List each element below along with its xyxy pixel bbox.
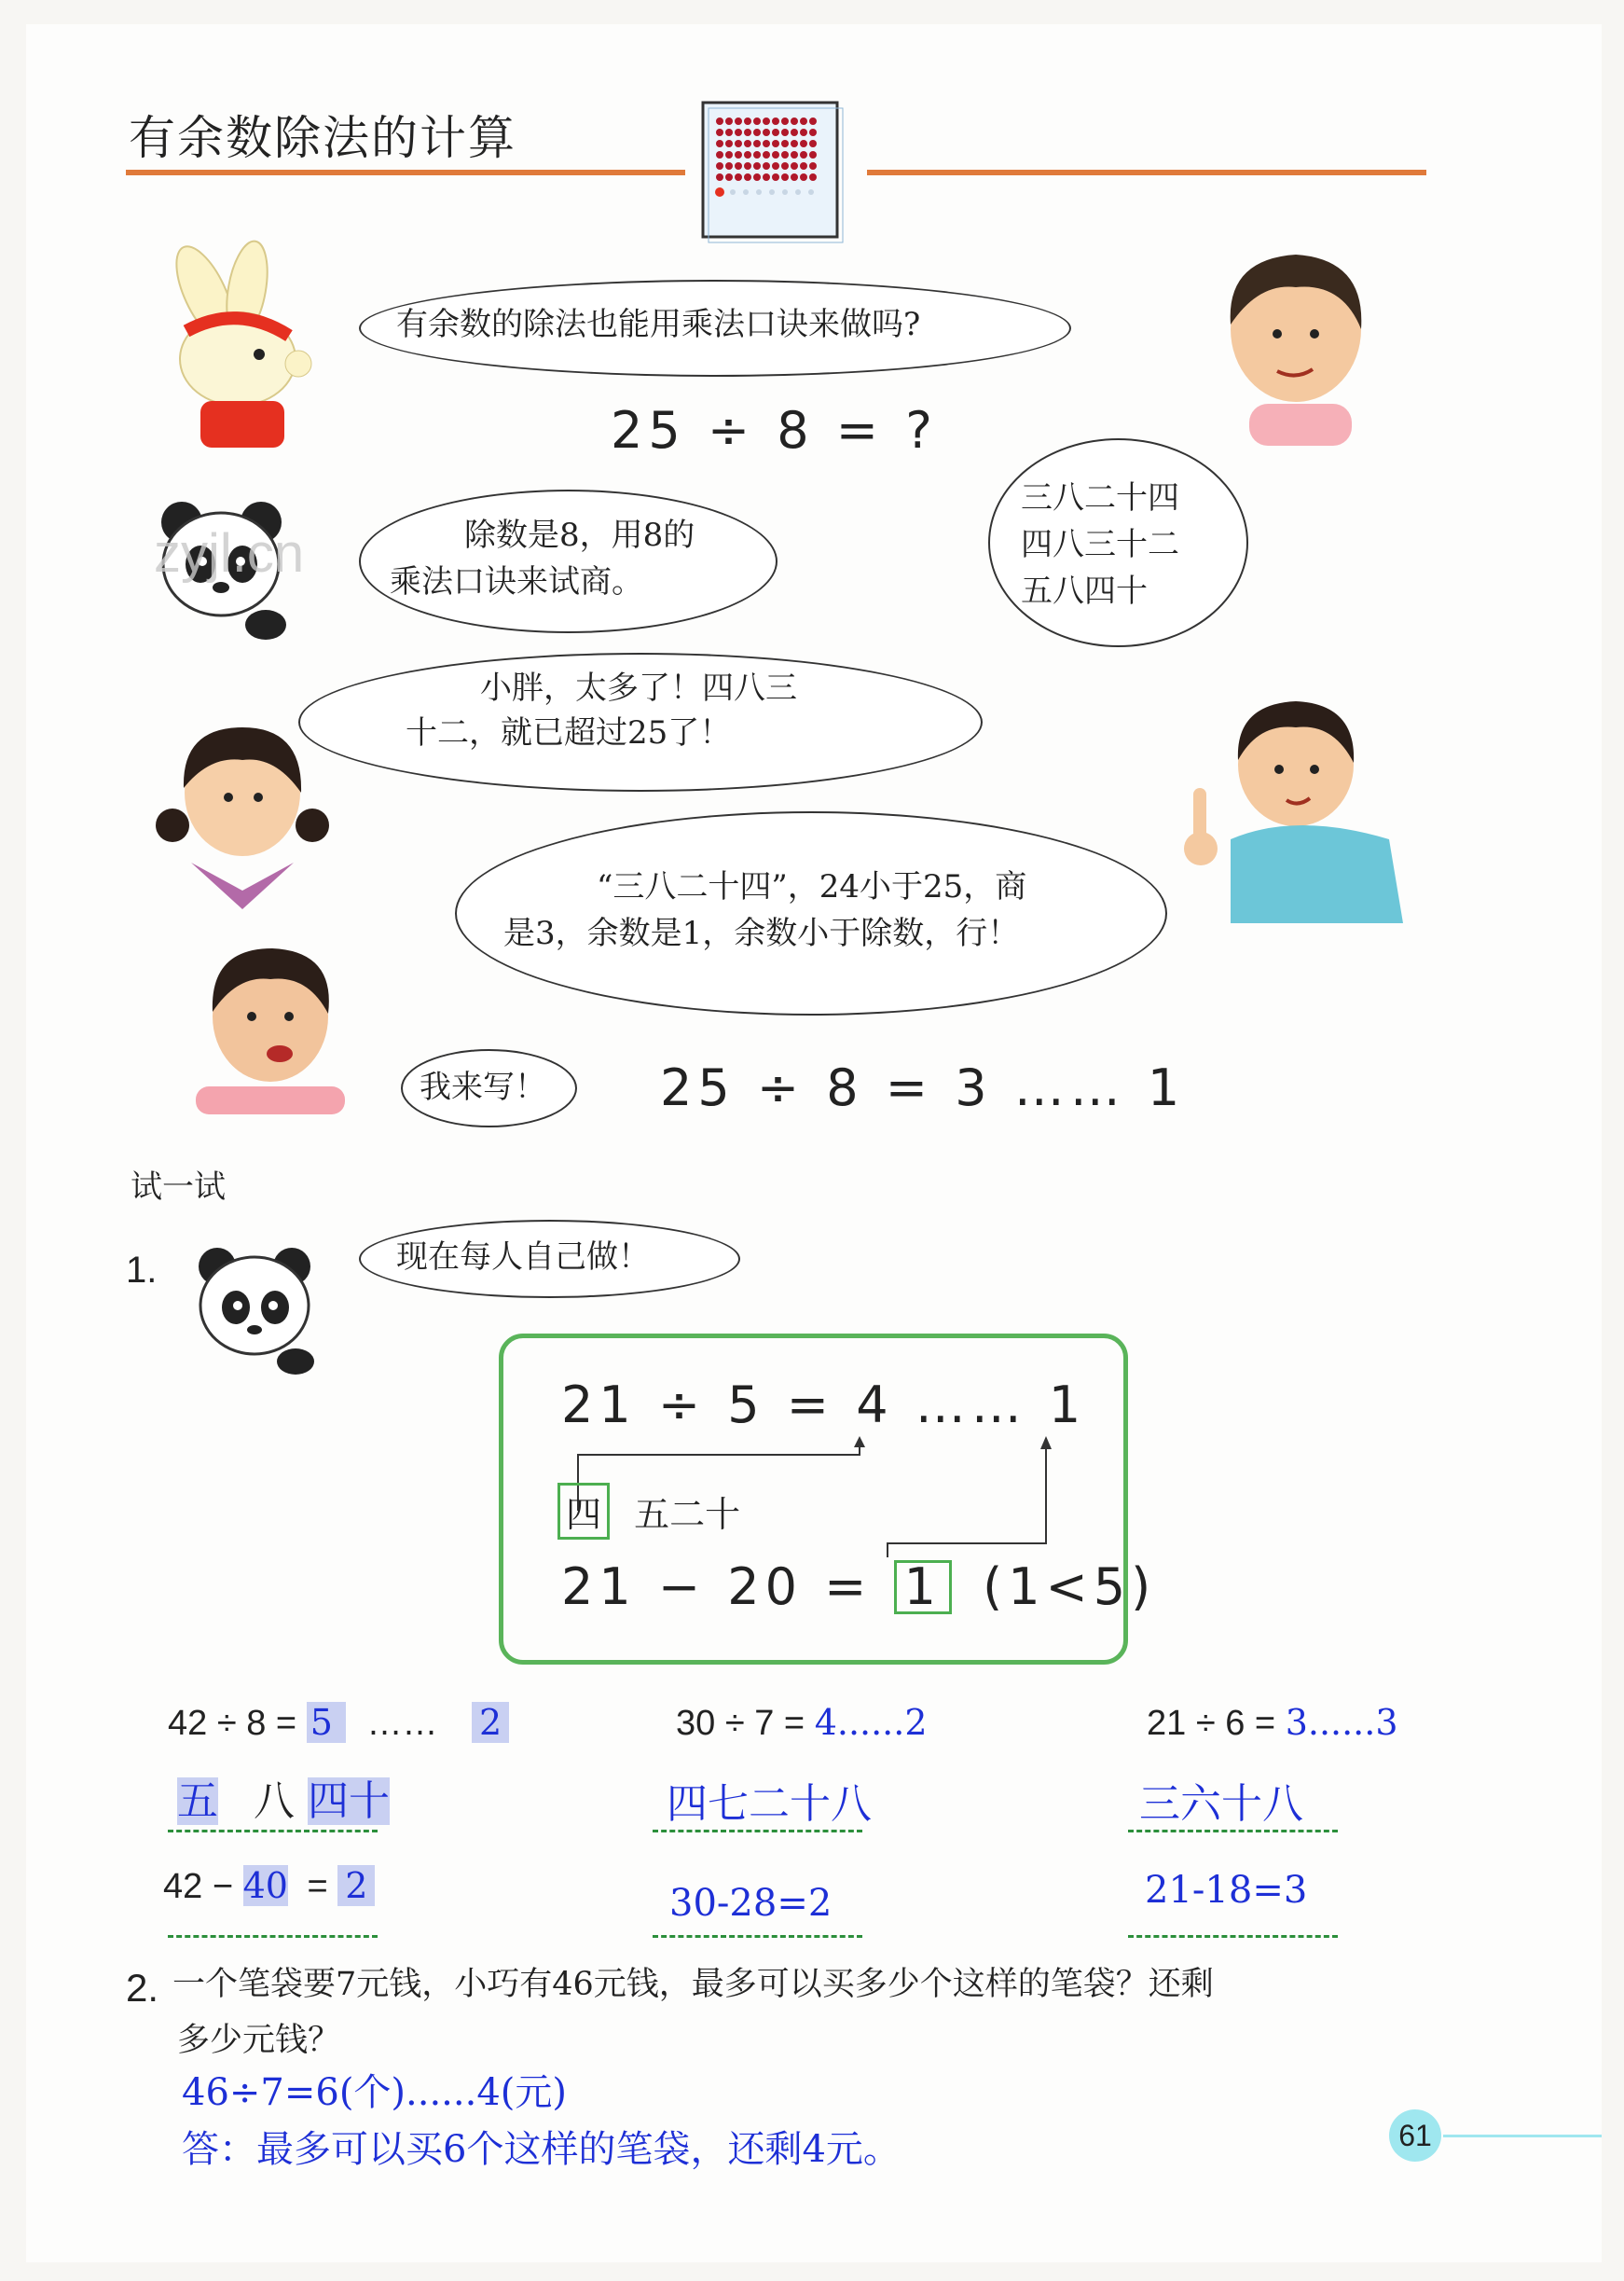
ex2-sub-underline xyxy=(653,1935,862,1938)
box-kou-rest: 五二十 xyxy=(634,1494,741,1535)
page-number-badge: 61 xyxy=(1389,2109,1441,2162)
ex1-quotient: 5 xyxy=(307,1702,346,1743)
boy-explanation-line1: “三八二十四”，24小于25，商 xyxy=(597,868,1027,905)
page-number-line xyxy=(1443,2135,1602,2137)
ex1-sub-row xyxy=(163,1865,375,1907)
ex2-sub: 30-28=2 xyxy=(669,1882,833,1925)
box-sub-left: 21 − 20 = xyxy=(561,1557,873,1616)
ex1-sub-a: 40 xyxy=(242,1865,288,1906)
ex1-sub-eq: = xyxy=(307,1867,328,1906)
panda-hint-line1: 除数是8，用8的 xyxy=(464,517,695,554)
question-2-number: 2. xyxy=(126,1966,159,2010)
dot-grid-illustration xyxy=(701,101,841,239)
question-2-text-line1: 一个笔袋要7元钱，小巧有46元钱，最多可以买多少个这样的笔袋？还剩 xyxy=(172,1966,1214,2003)
rabbit-character xyxy=(149,252,336,448)
box-kou-row xyxy=(557,1483,740,1540)
ex3-sub-underline xyxy=(1128,1935,1338,1938)
boy-line-3: 五八四十 xyxy=(1021,573,1148,610)
panda-small-character xyxy=(191,1240,322,1380)
ex1-sub-r: 2 xyxy=(337,1865,375,1906)
boy-line-2: 四八三十二 xyxy=(1021,526,1179,563)
exercise-number-1: 1. xyxy=(126,1250,158,1291)
rabbit-question-text: 有余数的除法也能用乘法口诀来做吗? xyxy=(396,306,921,343)
box-sub-row xyxy=(561,1557,1156,1616)
girl-line-2: 十二，就已超过25了！ xyxy=(406,714,732,752)
boy-character-top xyxy=(1203,241,1389,446)
question-2-text-line2: 多少元钱？ xyxy=(177,2022,341,2059)
ex2-printed: 30 ÷ 7 = xyxy=(676,1704,805,1743)
boy-writer-character xyxy=(186,937,354,1114)
ex3-printed: 21 ÷ 6 = xyxy=(1147,1704,1276,1743)
watermark: zyjl.cn xyxy=(154,523,305,584)
equation-question: 25 ÷ 8 = ? xyxy=(611,401,938,460)
ex1-kou-1: 五 xyxy=(177,1777,218,1825)
ex1-kou-3: 四十 xyxy=(308,1777,390,1825)
ex1-kou-underline xyxy=(168,1830,378,1832)
ex3-answer: 3......3 xyxy=(1285,1702,1398,1743)
equation-answer: 25 ÷ 8 = 3 …… 1 xyxy=(660,1058,1186,1117)
ex2-kou: 四七二十八 xyxy=(667,1780,872,1828)
ex3-kou-underline xyxy=(1128,1830,1338,1832)
ex1-equation xyxy=(168,1702,509,1744)
boy-pointing-character xyxy=(1175,690,1417,923)
box-sub-note: (1<5) xyxy=(983,1557,1157,1616)
title-rule-right xyxy=(867,170,1426,175)
ex2-kou-underline xyxy=(653,1830,862,1832)
ex3-kou: 三六十八 xyxy=(1139,1780,1303,1828)
ex3-sub: 21-18=3 xyxy=(1145,1869,1308,1912)
ex2-equation xyxy=(676,1702,928,1744)
panda-hint-line2: 乘法口诀来试商。 xyxy=(390,563,643,601)
ex1-kou-row xyxy=(177,1767,390,1827)
title-rule-left xyxy=(126,170,685,175)
question-2-answer-equation: 46÷7=6(个)......4(元) xyxy=(182,2071,567,2114)
panda-small-bubble-text: 现在每人自己做！ xyxy=(396,1238,650,1276)
box-kou-boxed: 四 xyxy=(557,1483,610,1540)
boy-line-1: 三八二十四 xyxy=(1021,479,1179,517)
ex1-printed: 42 ÷ 8 = xyxy=(168,1704,297,1743)
box-equation-top: 21 ÷ 5 = 4 …… 1 xyxy=(561,1376,1087,1434)
box-sub-boxed: 1 xyxy=(894,1560,952,1614)
ex1-sub-printed: 42 − xyxy=(163,1867,234,1906)
boy-explanation-line2: 是3，余数是1，余数小于除数，行！ xyxy=(503,915,1020,952)
ex2-answer: 4......2 xyxy=(814,1702,928,1743)
ex3-equation xyxy=(1147,1702,1398,1744)
question-2-answer-text: 答：最多可以买6个这样的笔袋，还剩4元。 xyxy=(182,2128,901,2171)
ex1-remainder: 2 xyxy=(472,1702,509,1743)
write-bubble-text: 我来写！ xyxy=(420,1069,546,1106)
girl-line-1: 小胖，太多了！四八三 xyxy=(480,670,797,707)
ex1-sub-underline xyxy=(168,1935,378,1938)
ex1-kou-2: 八 xyxy=(254,1777,295,1825)
section-heading-try: 试一试 xyxy=(131,1168,226,1206)
ex1-dots: …… xyxy=(366,1704,438,1743)
page-title: 有余数除法的计算 xyxy=(129,111,516,165)
